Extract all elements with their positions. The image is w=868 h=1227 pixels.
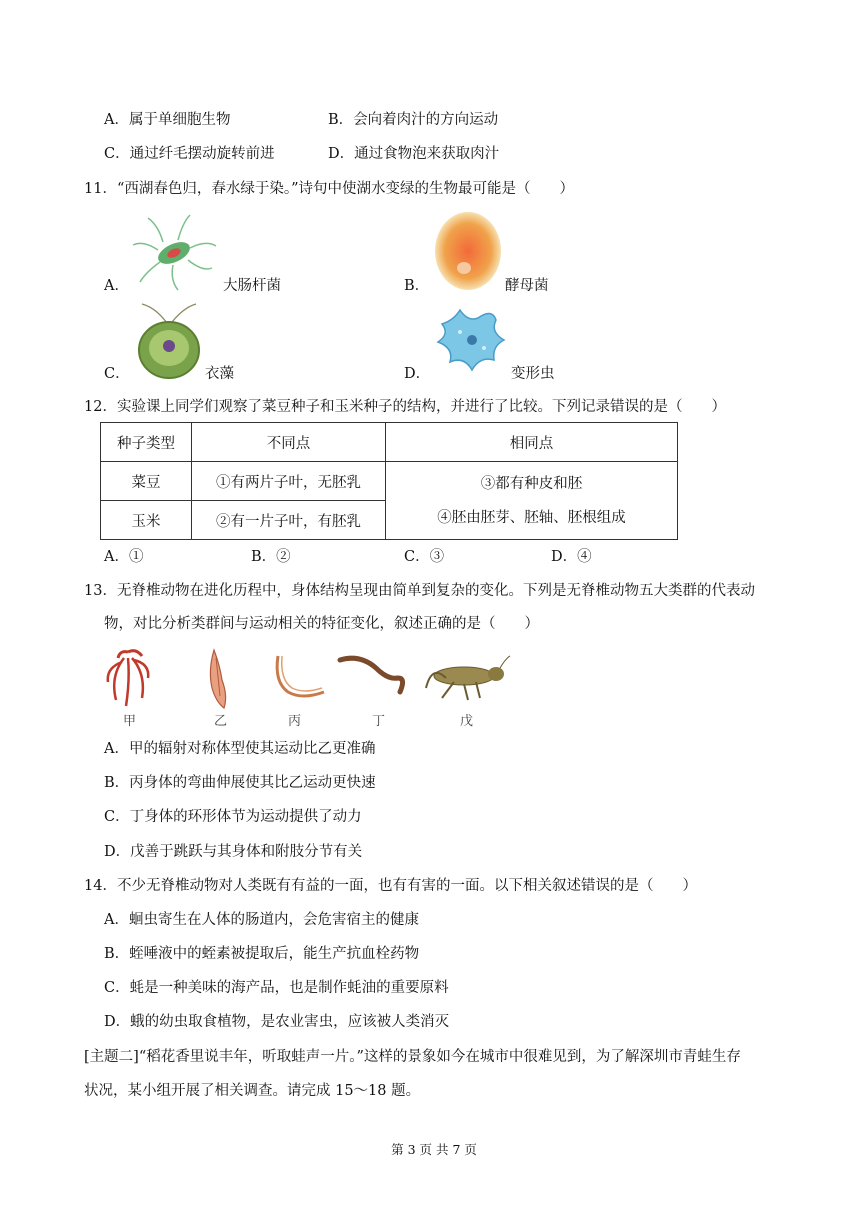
q10-option-d: D．通过食物泡来获取肉汁	[328, 146, 500, 162]
roundworm-image	[272, 652, 328, 702]
row-corn-diff: ②有一片子叶，有胚乳	[192, 501, 386, 540]
q10-option-a: A．属于单细胞生物	[104, 112, 231, 128]
q13-option-c: C．丁身体的环形体节为运动提供了动力	[104, 809, 362, 825]
q11-option-c-letter: C．	[104, 366, 130, 382]
yeast-image	[432, 210, 504, 292]
header-seed-type: 种子类型	[101, 423, 192, 462]
q14-option-c: C．蚝是一种美味的海产品，也是制作蚝油的重要原料	[104, 980, 449, 996]
amoeba-image	[432, 302, 510, 376]
animal-label-bing: 丙	[288, 714, 302, 729]
q11-option-d-text: 变形虫	[511, 366, 555, 382]
similarity-4: ④胚由胚芽、胚轴、胚根组成	[437, 509, 626, 526]
header-similarities: 相同点	[386, 423, 678, 462]
animal-label-jia: 甲	[123, 714, 137, 729]
q11-option-c-text: 衣藻	[205, 366, 234, 382]
q11-stem: 11．“西湖春色归，春水绿于染。”诗句中使湖水变绿的生物最可能是（ ）	[84, 181, 575, 197]
q13-option-d: D．戊善于跳跃与其身体和附肢分节有关	[104, 844, 363, 860]
q12-option-a: A．①	[104, 549, 144, 565]
q10-option-b: B．会向着肉汁的方向运动	[328, 112, 499, 128]
q13-option-a: A．甲的辐射对称体型使其运动比乙更准确	[104, 741, 376, 757]
jellyfish-image	[102, 646, 154, 710]
q14-option-d: D．蛾的幼虫取食植物，是农业害虫，应该被人类消灭	[104, 1014, 450, 1030]
q13-stem-line2: 物，对比分析类群间与运动相关的特征变化，叙述正确的是（ ）	[104, 616, 539, 632]
q12-stem: 12．实验课上同学们观察了菜豆种子和玉米种子的结构，并进行了比较。下列记录错误的是（ ）	[84, 399, 726, 415]
q11-option-d-letter: D．	[404, 366, 431, 382]
q11-option-a-letter: A．	[104, 278, 129, 294]
earthworm-image	[336, 652, 408, 700]
animal-label-ding: 丁	[372, 714, 386, 729]
grasshopper-image	[424, 654, 512, 704]
q14-stem: 14．不少无脊椎动物对人类既有有益的一面，也有有害的一面。以下相关叙述错误的是（ ）	[84, 878, 697, 894]
header-differences: 不同点	[192, 423, 386, 462]
row-corn-type: 玉米	[101, 501, 192, 540]
animal-label-wu: 戊	[460, 714, 474, 729]
q13-option-b: B．丙身体的弯曲伸展使其比乙运动更快速	[104, 775, 376, 791]
q11-option-a-text: 大肠杆菌	[223, 278, 281, 294]
q12-option-c: C．③	[404, 549, 445, 565]
similarity-3: ③都有种皮和胚	[480, 475, 583, 492]
q13-stem-line1: 13．无脊椎动物在进化历程中，身体结构呈现由简单到复杂的变化。下列是无脊椎动物五大类群的代表动	[84, 583, 755, 599]
q11-option-b-letter: B．	[404, 278, 430, 294]
q11-option-b-text: 酵母菌	[505, 278, 549, 294]
row-bean-type: 菜豆	[101, 462, 192, 501]
page-footer: 第 3 页 共 7 页	[391, 1142, 477, 1157]
similarities-cell	[386, 462, 678, 540]
row-bean-diff: ①有两片子叶，无胚乳	[192, 462, 386, 501]
seed-comparison-table	[100, 422, 678, 540]
q12-option-b: B．②	[251, 549, 291, 565]
q10-option-c: C．通过纤毛摆动旋转前进	[104, 146, 275, 162]
flatworm-image	[200, 646, 236, 712]
e-coli-image	[128, 210, 220, 292]
q12-option-d: D．④	[551, 549, 592, 565]
chlamydomonas-image	[132, 300, 206, 380]
animal-label-yi: 乙	[214, 714, 228, 729]
theme2-line2: 状况，某小组开展了相关调查。请完成 15～18 题。	[84, 1083, 421, 1099]
q14-option-b: B．蛭唾液中的蛭素被提取后，能生产抗血栓药物	[104, 946, 420, 962]
theme2-line1: [主题二]“稻花香里说丰年，听取蛙声一片。”这样的景象如今在城市中很难见到，为了解深圳市青蛙生存	[84, 1049, 741, 1065]
q14-option-a: A．蛔虫寄生在人体的肠道内，会危害宿主的健康	[104, 912, 419, 928]
